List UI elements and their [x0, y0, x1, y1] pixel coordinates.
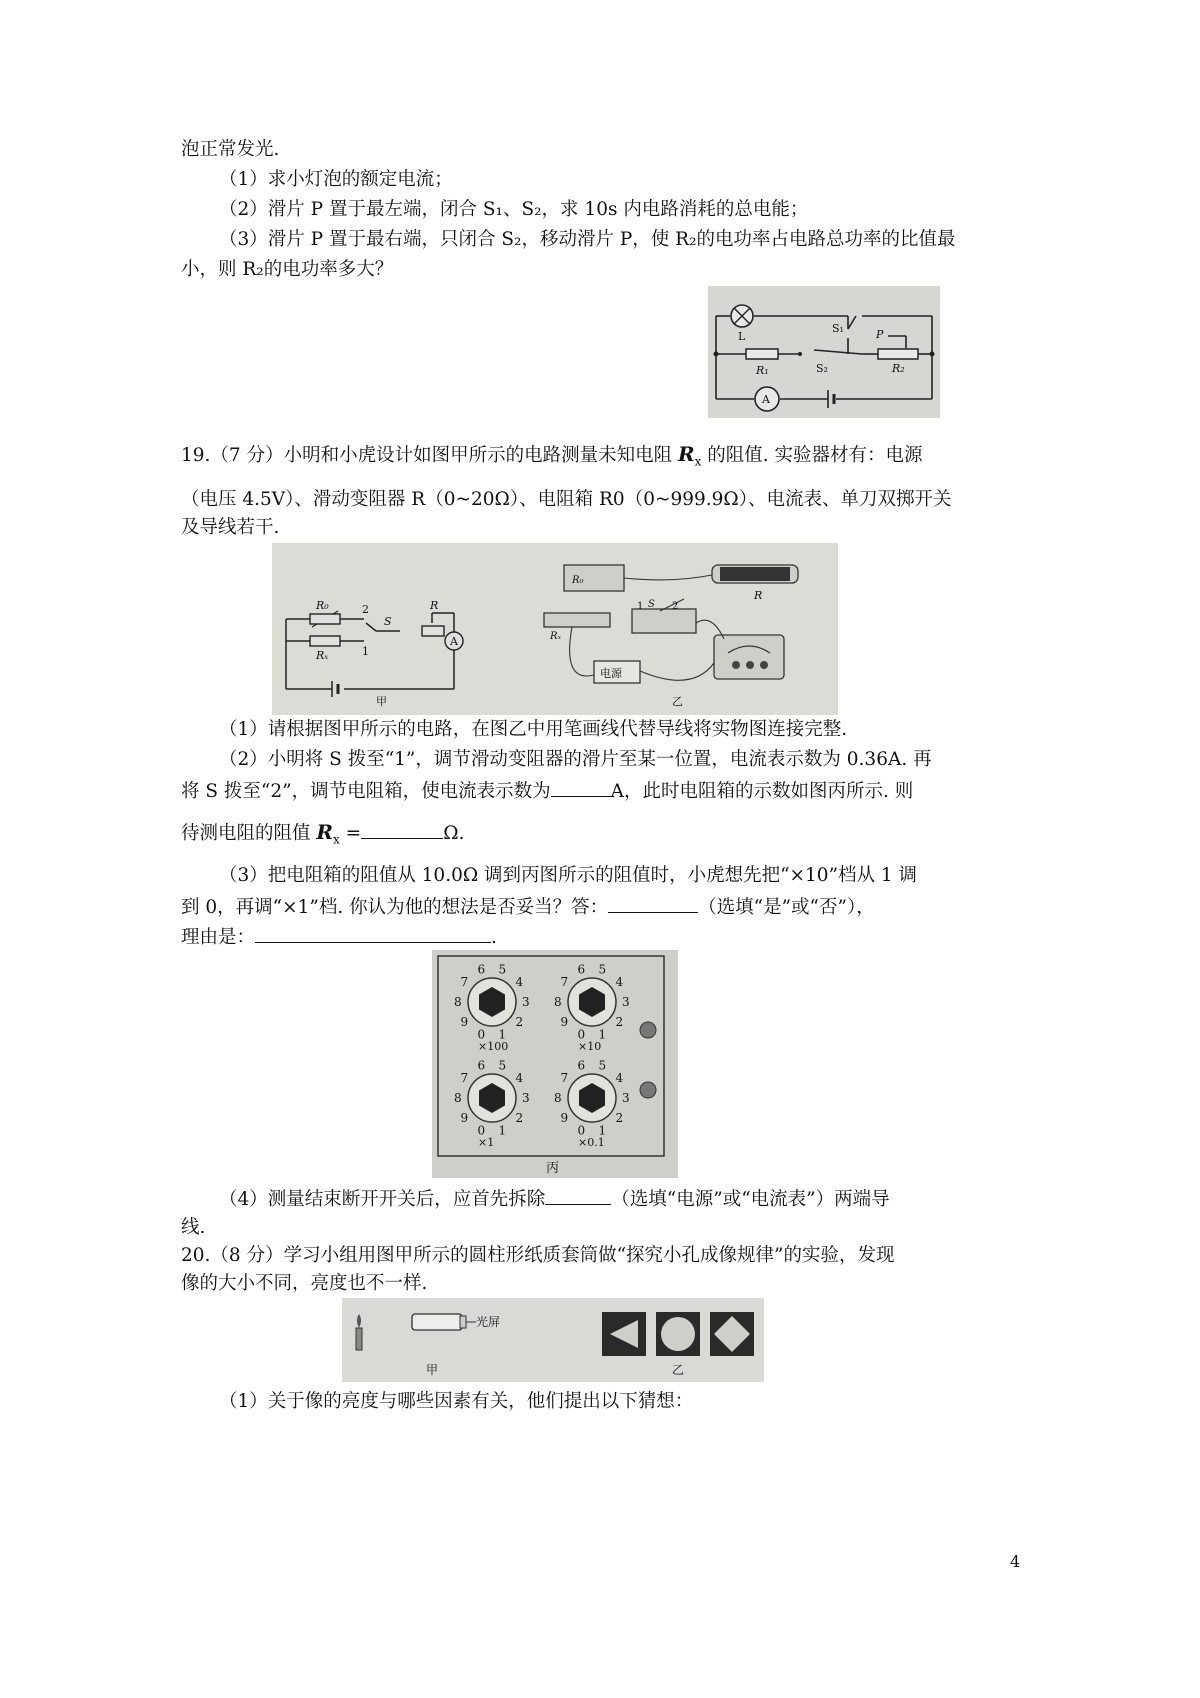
ammeter-icon — [445, 632, 463, 650]
dial-number: 6 — [477, 1058, 486, 1073]
diamond-image-icon — [710, 1312, 754, 1356]
dial-number: 4 — [615, 1071, 624, 1085]
fig-yi-label: 乙 — [672, 695, 683, 708]
fig-yi-label: 乙 — [672, 1363, 685, 1377]
q19-part3-c-text1: 理由是： — [181, 927, 256, 948]
dial-number: 3 — [622, 995, 630, 1009]
reason-answer-blank[interactable] — [255, 922, 491, 943]
q19-part3-b-text2: （选填“是”或“否”）， — [698, 897, 875, 918]
terminal-icon — [640, 1022, 656, 1038]
dial-number: 7 — [460, 1071, 469, 1085]
q18-part3-a: （3）滑片 P 置于最右端，只闭合 S₂，移动滑片 P，使 R₂的电功率占电路总功率的比值最 — [219, 229, 956, 250]
q18-part1: （1）求小灯泡的额定电流； — [219, 169, 453, 190]
q19-part4-a-text1: （4）测量结束断开开关后，应首先拆除 — [219, 1189, 546, 1210]
rx-answer-blank[interactable] — [361, 818, 443, 839]
q20-heading-b: 像的大小不同，亮度也不一样. — [181, 1273, 428, 1294]
resistance-box-dials-figure — [432, 950, 678, 1178]
terminal-icon — [640, 1082, 656, 1098]
remove-first-answer-blank[interactable] — [545, 1184, 611, 1205]
q19-part4-a — [219, 1184, 890, 1214]
dial-number: 6 — [577, 1058, 586, 1073]
ammeter-icon — [755, 387, 779, 411]
dial-number: 9 — [460, 1111, 469, 1125]
rheostat-icon — [422, 626, 444, 636]
q19-heading-text-a: 19.（7 分）小明和小虎设计如图甲所示的电路测量未知电阻 — [181, 445, 678, 466]
paper-tube-icon — [412, 1314, 476, 1330]
dial-number: 2 — [515, 1015, 524, 1029]
r2-resistor-icon — [878, 349, 918, 359]
dial-number: 3 — [622, 1091, 630, 1105]
r0-label: R₀ — [316, 599, 329, 612]
q19-part3-c-period: . — [491, 927, 497, 948]
rx-board-icon — [544, 613, 610, 627]
q20-pinhole-figure — [342, 1298, 764, 1382]
rx-device-label: Rₓ — [550, 631, 562, 642]
ammeter-label: A — [450, 635, 458, 648]
ammeter-device-icon — [714, 635, 784, 679]
dial-number: 8 — [454, 1091, 462, 1105]
dial-number: 2 — [615, 1015, 624, 1029]
q19-line2: （电压 4.5V）、滑动变阻器 R（0~20Ω）、电阻箱 R0（0~999.9Ω）、电流表、单刀双掷开关 — [181, 489, 952, 510]
q19-part2-c-unit: Ω. — [443, 823, 465, 844]
s1-label: S₁ — [832, 322, 844, 335]
dial-number: 8 — [454, 995, 462, 1009]
q18-part3-b: 小，则 R₂的电功率多大？ — [181, 259, 394, 280]
q19-part3-a: （3）把电阻箱的阻值从 10.0Ω 调到丙图所示的阻值时，小虎想先把“×10”档从 1 调 — [219, 865, 918, 886]
dial-number: 0 — [477, 1027, 486, 1042]
q19-circuit-figure — [272, 543, 838, 715]
q19-part2-b — [181, 776, 913, 806]
q20-heading-a: 20.（8 分）学习小组用图甲所示的圆柱形纸质套筒做“探究小孔成像规律”的实验，发现 — [181, 1245, 895, 1266]
dial-number: 1 — [498, 1027, 507, 1042]
rheostat-r-label: R — [430, 599, 439, 612]
dial-number: 7 — [460, 975, 469, 989]
q19-heading — [181, 440, 923, 476]
decade-dial-knob — [468, 1074, 516, 1122]
rx-subscript: x — [333, 832, 340, 847]
decade-dial-knob — [468, 978, 516, 1026]
dial-number: 9 — [560, 1111, 569, 1125]
dial-number: 3 — [522, 995, 530, 1009]
dial-number: 3 — [522, 1091, 530, 1105]
q18-intro-tail: 泡正常发光. — [181, 139, 280, 160]
rx-label: Rₓ — [316, 649, 329, 662]
q19-part2-c-equals: = — [339, 823, 362, 844]
dial-number: 0 — [577, 1027, 586, 1042]
r2-label: R₂ — [892, 362, 905, 375]
rx-symbol: R — [677, 442, 695, 466]
dial-number: 6 — [577, 962, 586, 977]
q19-part2-a: （2）小明将 S 拨至“1”，调节滑动变阻器的滑片至某一位置，电流表示数为 0.36A. 再 — [219, 749, 932, 770]
q19-part2-b-text2: A，此时电阻箱的示数如图丙所示. 则 — [610, 781, 914, 802]
s2-label: S₂ — [816, 362, 828, 375]
switch-device-pos-1: 1 — [637, 601, 644, 612]
q19-part1: （1）请根据图甲所示的电路，在图乙中用笔画线代替导线将实物图连接完整. — [219, 719, 848, 740]
dial-number: 5 — [598, 962, 607, 977]
q20-part1: （1）关于像的亮度与哪些因素有关，他们提出以下猜想： — [219, 1391, 694, 1412]
dial-number: 4 — [515, 1071, 524, 1085]
q19-part3-c — [181, 922, 497, 952]
decade-dial-knob — [568, 978, 616, 1026]
page-number: 4 — [1010, 1552, 1021, 1571]
q19-line3: 及导线若干. — [181, 517, 280, 538]
r0-device-label: R₀ — [572, 575, 584, 586]
dial-multiplier-label: ×1 — [478, 1136, 495, 1149]
circle-image-icon — [656, 1312, 700, 1356]
q19-part2-c — [181, 818, 464, 854]
dial-number: 4 — [515, 975, 524, 989]
dial-number: 7 — [560, 975, 569, 989]
screen-label: 光屏 — [476, 1315, 501, 1329]
lamp-label: L — [738, 330, 746, 343]
q18-circuit-figure — [708, 286, 940, 418]
q19-part2-b-text1: 将 S 拨至“2”，调节电阻箱，使电流表示数为 — [181, 781, 551, 802]
decade-dial-knob — [568, 1074, 616, 1122]
switch-pos-2-label: 2 — [362, 603, 369, 616]
dial-number: 6 — [477, 962, 486, 977]
q19-heading-text-b: 的阻值. 实验器材有：电源 — [701, 445, 923, 466]
dial-number: 1 — [598, 1027, 607, 1042]
candle-icon — [356, 1314, 362, 1350]
switch-device-pos-2: 2 — [672, 601, 679, 612]
dial-number: 7 — [560, 1071, 569, 1085]
rx-subscript: x — [694, 454, 702, 469]
r1-label: R₁ — [756, 364, 769, 377]
power-source-label: 电源 — [600, 667, 622, 680]
dial-multiplier-label: ×100 — [478, 1040, 509, 1053]
triangle-image-icon — [602, 1312, 646, 1356]
dial-number: 9 — [560, 1015, 569, 1029]
rx-resistor-icon — [310, 636, 340, 646]
dial-number: 2 — [515, 1111, 524, 1125]
ammeter-label: A — [762, 393, 770, 406]
dial-multiplier-label: ×10 — [578, 1040, 602, 1053]
dial-number: 1 — [598, 1123, 607, 1138]
r1-resistor-icon — [746, 349, 778, 359]
dial-number: 4 — [615, 975, 624, 989]
dial-number: 2 — [615, 1111, 624, 1125]
fig-bing-label: 丙 — [546, 1161, 560, 1176]
current-answer-blank[interactable] — [551, 776, 611, 797]
fig-jia-label: 甲 — [376, 695, 387, 708]
dial-number: 0 — [577, 1123, 586, 1138]
switch-pos-1-label: 1 — [362, 645, 369, 658]
fig-jia-label: 甲 — [426, 1363, 439, 1377]
switch-s-label: S — [384, 615, 392, 628]
lamp-icon — [731, 305, 753, 327]
rx-symbol: R — [316, 820, 334, 844]
p-label: P — [876, 328, 884, 341]
dial-number: 8 — [554, 995, 562, 1009]
r0-box-icon — [310, 614, 340, 624]
q18-part2: （2）滑片 P 置于最左端，闭合 S₁、S₂，求 10s 内电路消耗的总电能； — [219, 199, 809, 220]
q19-part4-a-text2: （选填“电源”或“电流表”）两端导 — [611, 1189, 890, 1210]
q19-part2-c-text1: 待测电阻的阻值 — [181, 823, 317, 844]
dial-number: 1 — [498, 1123, 507, 1138]
q19-part4-b: 线. — [181, 1217, 206, 1238]
dial-number: 0 — [477, 1123, 486, 1138]
switch-device-label: S — [648, 599, 655, 610]
rheostat-device-label: R — [754, 589, 763, 602]
q19-part3-b — [181, 892, 875, 922]
dial-number: 8 — [554, 1091, 562, 1105]
dial-number: 5 — [498, 962, 507, 977]
dial-multiplier-label: ×0.1 — [578, 1136, 605, 1149]
dial-number: 5 — [498, 1058, 507, 1073]
dial-number: 5 — [598, 1058, 607, 1073]
q19-part3-b-text1: 到 0，再调“×1”档. 你认为他的想法是否妥当？答： — [181, 897, 609, 918]
dial-number: 9 — [460, 1015, 469, 1029]
switch-board-icon — [632, 609, 696, 633]
yes-no-answer-blank[interactable] — [608, 892, 698, 913]
